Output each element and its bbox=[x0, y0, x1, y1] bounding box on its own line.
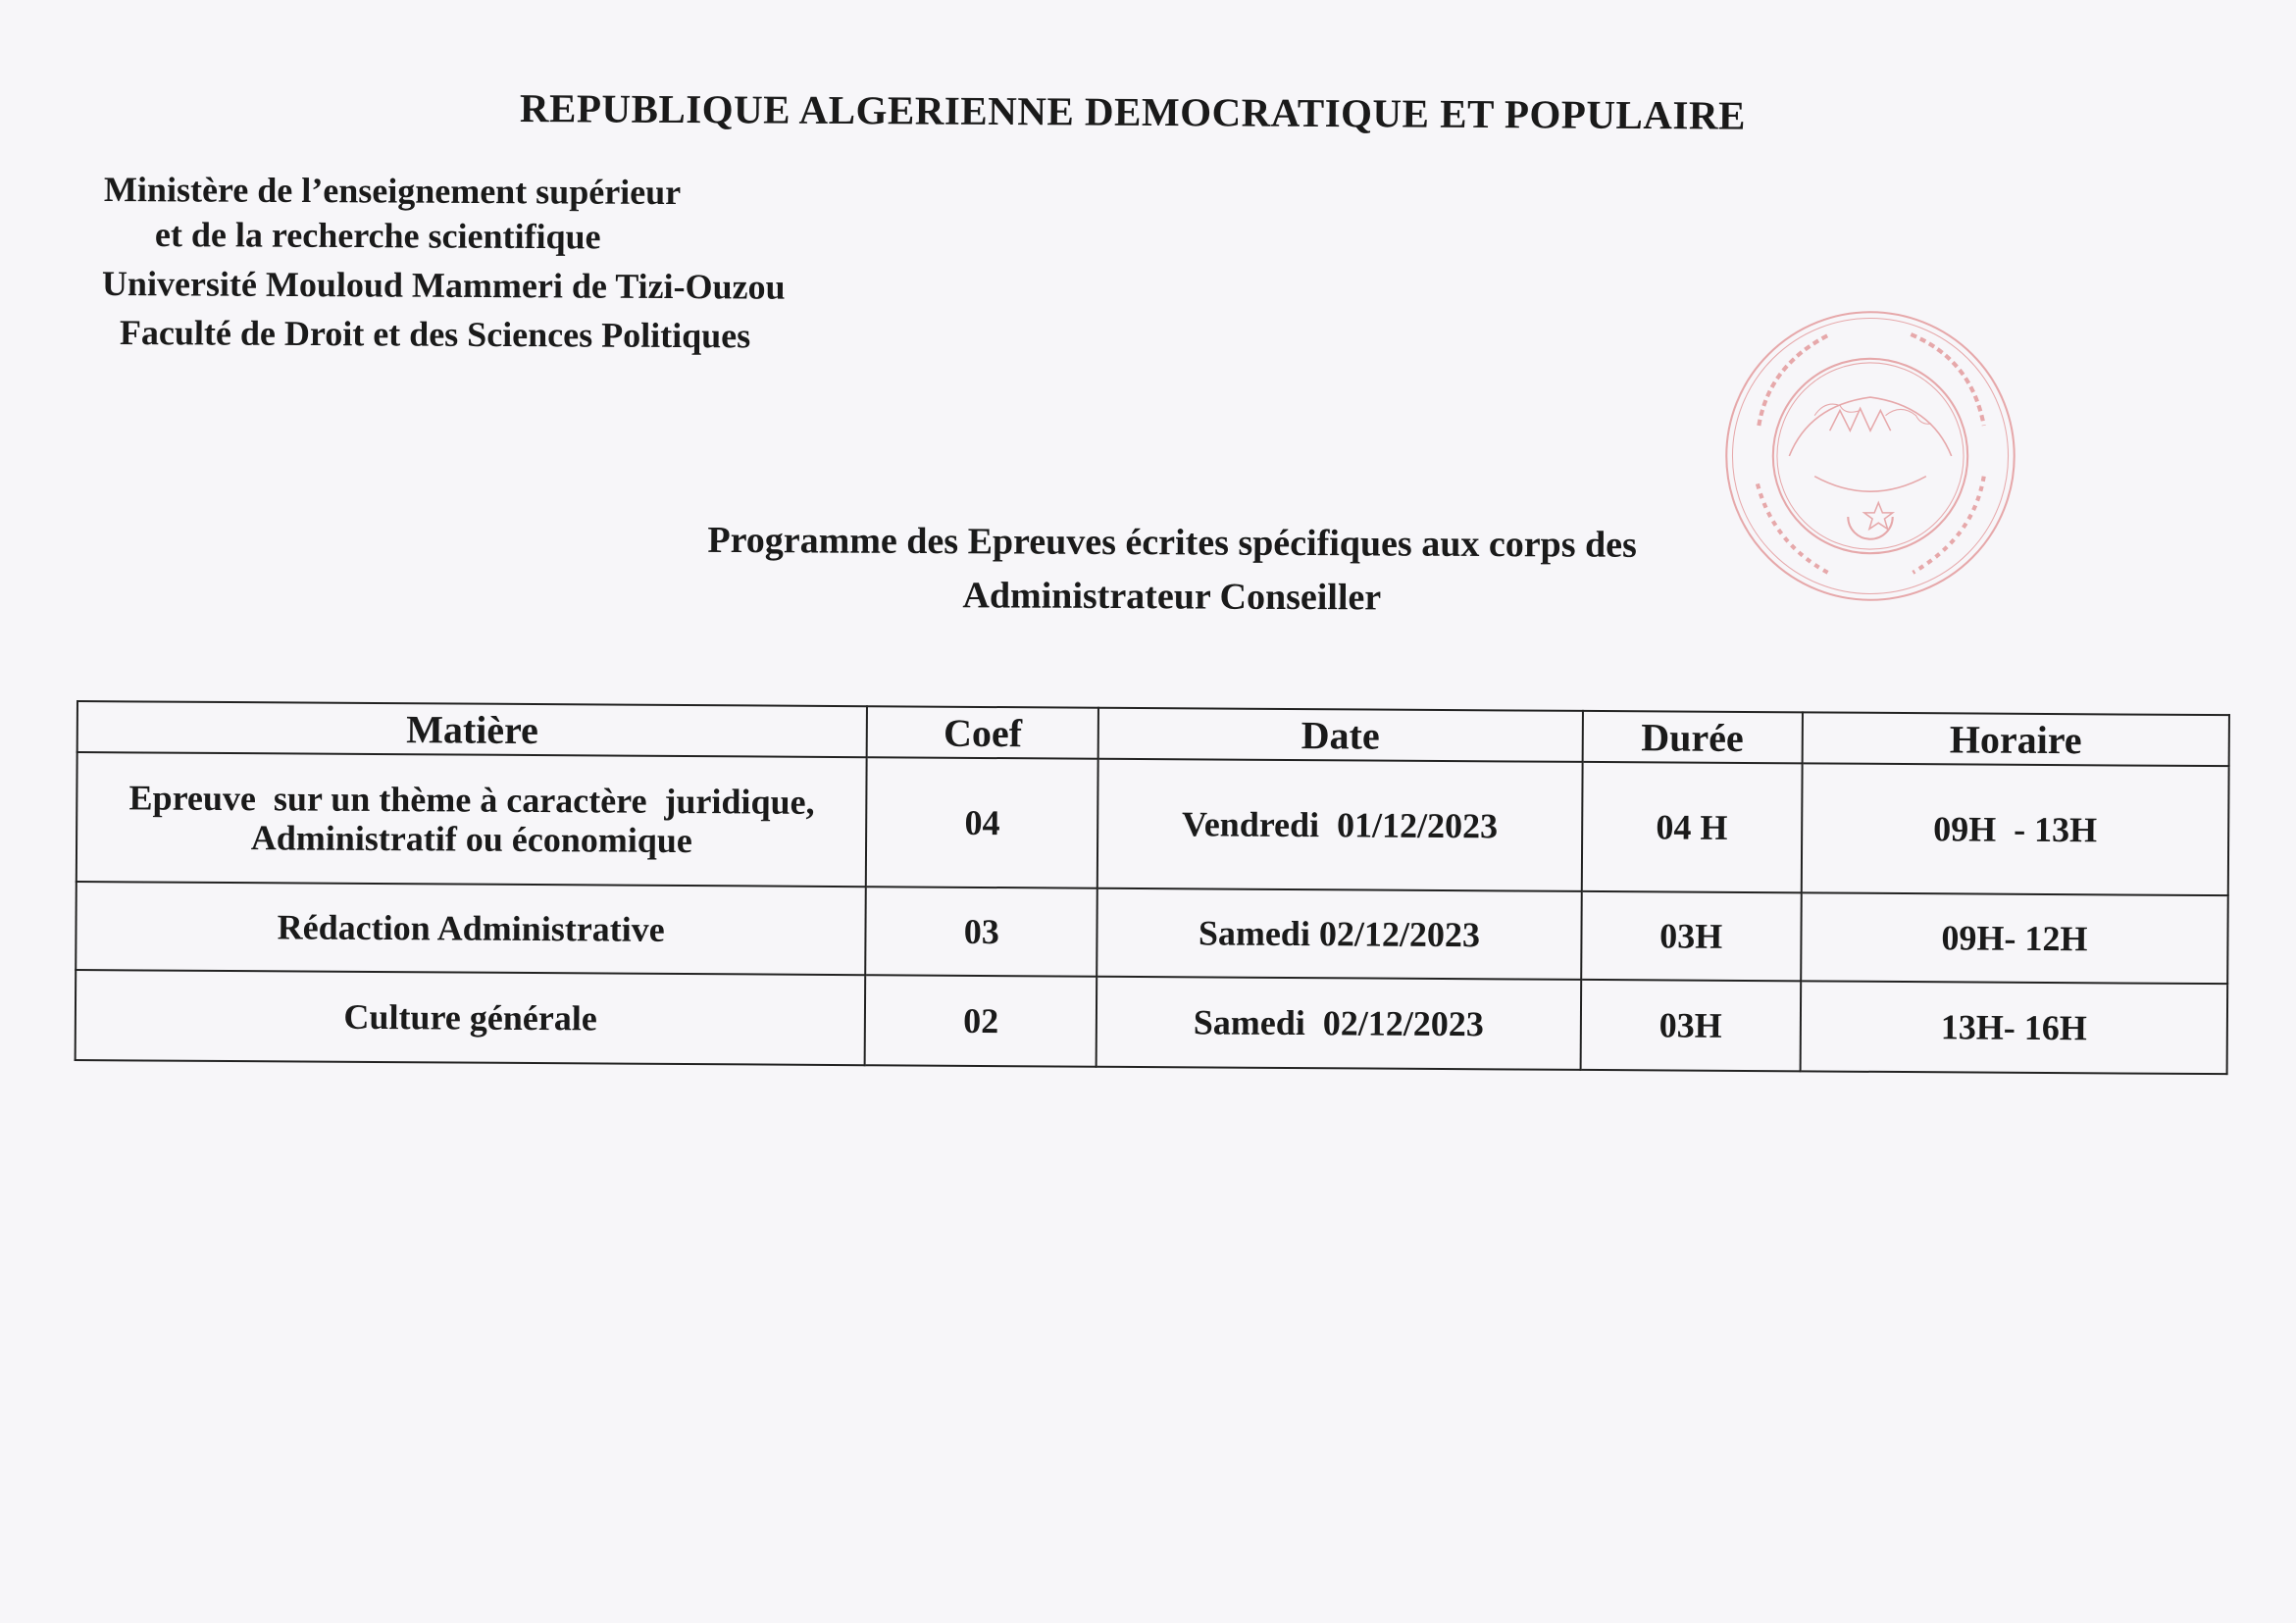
exam-schedule-table bbox=[75, 700, 2230, 1075]
university-name: Université Mouloud Mammeri de Tizi-Ouzou bbox=[101, 264, 786, 307]
horaire-cell: 09H - 13H bbox=[1802, 763, 2229, 895]
column-header-duree: Durée bbox=[1582, 711, 1803, 763]
date-cell: Samedi 02/12/2023 bbox=[1097, 977, 1581, 1070]
republic-heading: REPUBLIQUE ALGERIENNE DEMOCRATIQUE ET POPULAIRE bbox=[519, 85, 1747, 138]
horaire-cell: 13H- 16H bbox=[1800, 981, 2227, 1074]
table-row bbox=[76, 970, 2228, 1074]
subject-cell bbox=[76, 882, 866, 975]
schedule-table-wrapper bbox=[75, 700, 2230, 1075]
date-cell: Vendredi 01/12/2023 bbox=[1097, 759, 1582, 891]
title-line-1: Programme des Epreuves écrites spécifiques aux corps des bbox=[707, 519, 1637, 566]
column-header-horaire: Horaire bbox=[1803, 712, 2229, 766]
ministry-line-1: Ministère de l’enseignement supérieur bbox=[103, 170, 682, 213]
horaire-cell: 09H- 12H bbox=[1801, 892, 2228, 984]
column-header-matiere: Matière bbox=[77, 701, 868, 757]
subject-cell bbox=[77, 752, 867, 887]
duree-cell: 04 H bbox=[1581, 762, 1802, 892]
subject-line-1: Epreuve sur un thème à caractère juridique, bbox=[128, 778, 815, 822]
column-header-date: Date bbox=[1098, 708, 1583, 762]
duree-cell: 03H bbox=[1580, 980, 1801, 1071]
document-title bbox=[549, 513, 1796, 628]
subject-cell bbox=[76, 970, 866, 1065]
faculty-name: Faculté de Droit et des Sciences Politiques bbox=[119, 313, 751, 356]
table-row bbox=[77, 752, 2229, 895]
column-header-coef: Coef bbox=[867, 706, 1098, 759]
duree-cell: 03H bbox=[1581, 891, 1802, 981]
subject-line-1: Culture générale bbox=[343, 996, 597, 1039]
coef-cell: 02 bbox=[865, 975, 1097, 1067]
subject-line-2: Administratif ou économique bbox=[250, 818, 692, 861]
coef-cell: 03 bbox=[866, 887, 1097, 977]
date-cell: Samedi 02/12/2023 bbox=[1097, 888, 1581, 980]
ministry-line-2: et de la recherche scientifique bbox=[154, 215, 601, 257]
title-line-2: Administrateur Conseiller bbox=[962, 575, 1382, 619]
coef-cell: 04 bbox=[866, 757, 1098, 888]
subject-line-1: Rédaction Administrative bbox=[277, 907, 665, 949]
table-row bbox=[76, 882, 2228, 984]
